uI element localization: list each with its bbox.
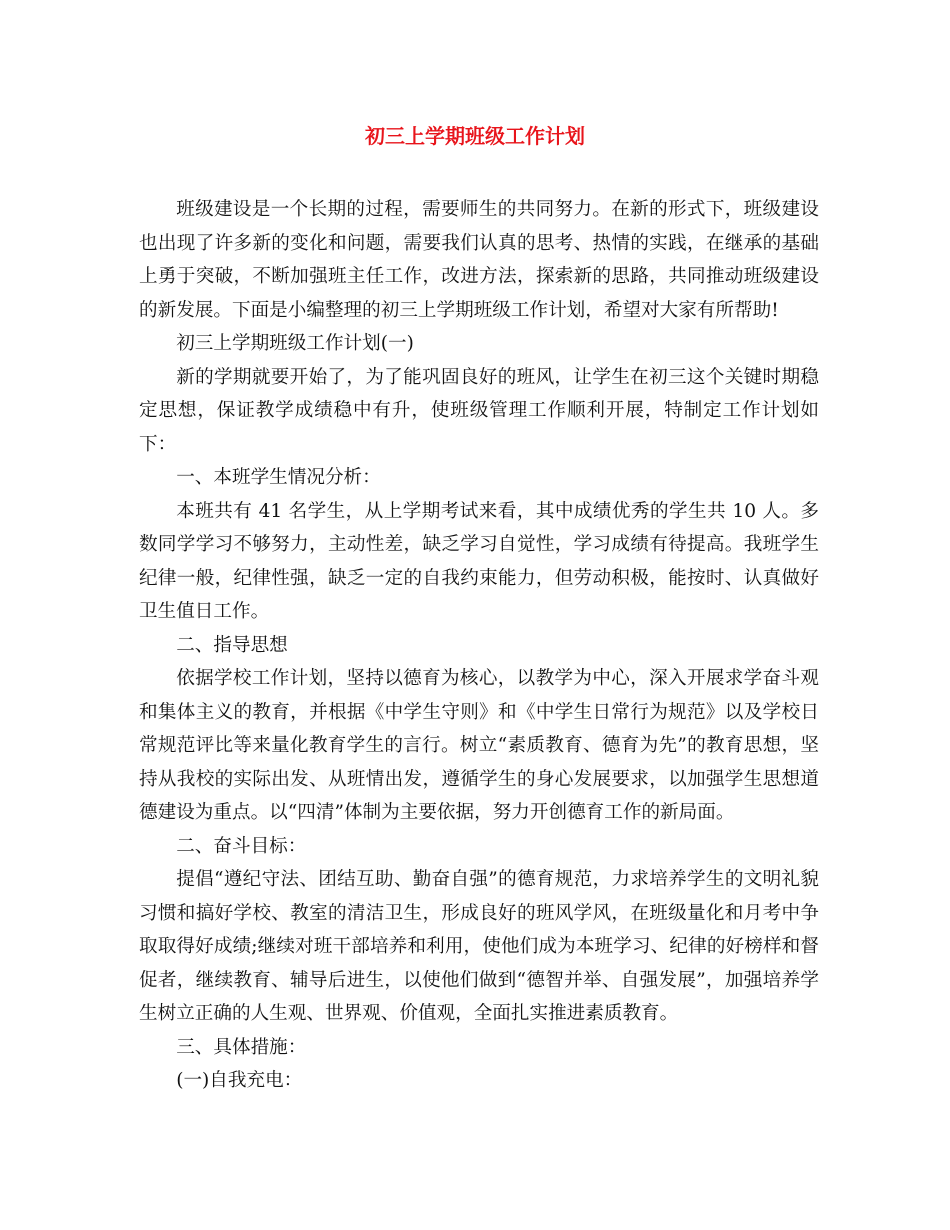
document-title: 初三上学期班级工作计划 <box>365 124 585 148</box>
intro-paragraph: 班级建设是一个长期的过程，需要师生的共同努力。在新的形式下，班级建设也出现了许多新的变化和问题，需要我们认真的思考、热情的实践，在继承的基础上勇于突破，不断加强班主任工作，改进方法，探索新的思路，共同推动班级建设的新发展。下面是小编整理的初三上学期班级工作计划，希望对大家有所帮助! <box>139 199 819 321</box>
subsection-heading-self-improvement: (一)自我充电： <box>176 1070 303 1091</box>
guiding-thought-paragraph: 依据学校工作计划，坚持以德育为核心，以教学为中心，深入开展求学奋斗观和集体主义的教育，并根据《中学生守则》和《中学生日常行为规范》以及学校日常规范评比等来量化教育学生的言行。树立“素质教育、德育为先”的教育思想，坚持从我校的实际出发、从班情出发，遵循学生的身心发展要求，以加强学生思想道德建设为重点。以“四清”体制为主要依据，努力开创德育工作的新局面。 <box>139 668 819 823</box>
section-heading-measures: 三、具体措施： <box>176 1036 307 1058</box>
section-heading-student-analysis: 一、本班学生情况分析： <box>176 467 381 488</box>
section-heading-goals: 二、奋斗目标： <box>176 835 307 857</box>
student-analysis-paragraph: 本班共有 41 名学生，从上学期考试来看，其中成绩优秀的学生共 10 人。多数同学学习不够努力，主动性差，缺乏学习自觉性，学习成绩有待提高。我班学生纪律一般，纪律性强，缺乏一定的自我约束能力，但劳动积极，能按时、认真做好卫生值日工作。 <box>139 500 819 622</box>
plan-intro-paragraph: 新的学期就要开始了，为了能巩固良好的班风，让学生在初三这个关键时期稳定思想，保证教学成绩稳中有升，使班级管理工作顺利开展，特制定工作计划如下： <box>139 366 819 455</box>
section-heading-guiding-thought: 二、指导思想 <box>176 634 288 656</box>
section-heading-plan-one: 初三上学期班级工作计划(一) <box>176 333 414 354</box>
goals-paragraph: 提倡“遵纪守法、团结互助、勤奋自强”的德育规范，力求培养学生的文明礼貌习惯和搞好学校、教室的清洁卫生，形成良好的班风学风，在班级量化和月考中争取取得好成绩;继续对班干部培养和利用，使他们成为本班学习、纪律的好榜样和督促者，继续教育、辅导后进生，以使他们做到“德智并举、自强发展”，加强培养学生树立正确的人生观、世界观、价值观，全面扎实推进素质教育。 <box>139 869 819 1024</box>
document-body <box>139 193 819 1098</box>
